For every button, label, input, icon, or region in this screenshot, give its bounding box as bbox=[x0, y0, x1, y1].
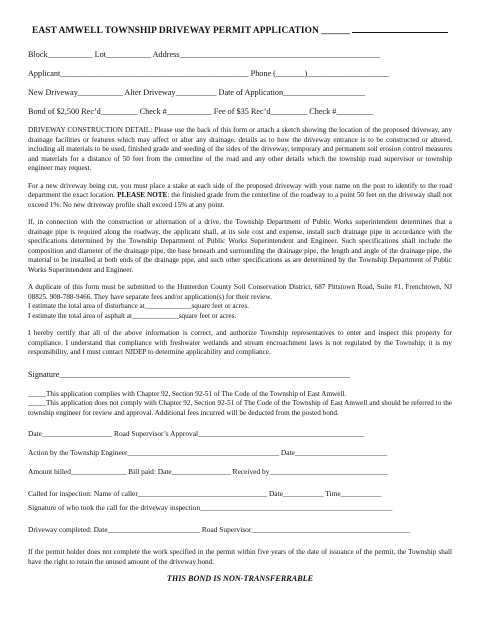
bond-fee-line: Bond of $2,500 Rec’d_________ Check #___________ Fee of $35 Rec’d_________ Check #_________ bbox=[28, 107, 374, 116]
certify-paragraph: I hereby certify that all of the above information is correct, and authorize Township representatives to enter and inspect this property for compliance. I understand that compliance with freshwater wetlands and stream encroachment laws is not regulated by the Township; it is my responsibility, and I must contact NJDEP to determine applicability and compliance. bbox=[28, 329, 452, 356]
disturbance-estimate: I estimate the total area of disturbance at_____________square feet or acres. bbox=[28, 302, 249, 310]
inspection-call-signature-line: Signature of who took the call for the driveway inspection____________________________________________________ bbox=[28, 503, 393, 512]
block-lot-address-line: Block___________ Lot___________ Address_________________________________________________ bbox=[28, 50, 381, 59]
applicant-phone-line: Applicant______________________________________________ Phone (_______)____________________ bbox=[28, 69, 390, 78]
stake-text-before: For a new driveway being cut, you must place a stake at each side of the proposed driveway with your name on the post to identify to the road department the exact location. bbox=[28, 181, 452, 199]
duplicate-paragraph: A duplicate of this form must be submitted to the Hunterdon County Soil Conservation District, 687 Pittstown Road, Suite #1, Frenchtown, NJ 08825. 908-788-9466. They have separate fees and/or application(s) for their review. bbox=[28, 283, 452, 301]
title-blank-line bbox=[352, 24, 448, 33]
stake-paragraph bbox=[28, 182, 452, 211]
township-engineer-line: Action by the Township Engineer_________________________________________ Date_________________________ bbox=[28, 448, 388, 457]
signature-line: Signature_______________________________________________________________________ bbox=[28, 369, 351, 379]
construction-detail-paragraph: DRIVEWAY CONSTRUCTION DETAIL: Please use the back of this form or attach a sketch showing the location of the proposed driveway, any drainage facilities or features which may affect or alter any drainage, details as to how the driveway entrance is to be constructed or altered, including all materials to be used, finished grade and seeding of the sides of the driveway, temporary and permanent soil erosion control measures and materials for a distance of 50 feet from the centerline of the road and any other details which the township road supervisor or township engineer may request. bbox=[28, 126, 452, 172]
drainage-paragraph: If, in connection with the construction or alternation of a drive, the Township Department of Public Works superintendent determines that a drainage pipe is required along the roadway, the applicant shall, at its sole cost and expense, install such drainage pipe in accordance with the specifications determined by the Township Department of Public Works Superintendent and Engineer. Such specifications shall include the composition and diameter of the drainage pipe, the base beneath and surrounding the drainage pipe, the length and angle of the drainage pipe, the material to be installed at both ends of the drainage pipe, and such other specifications as are determined by the Township Department of Public Works Superintendent and Engineer. bbox=[28, 218, 452, 274]
complies-statement: _____This application complies with Chapter 92, Section 92-51 of The Code of the Township of East Amwell. bbox=[28, 389, 347, 398]
please-note-label: PLEASE NOTE bbox=[117, 191, 168, 199]
form-title bbox=[28, 24, 452, 36]
driveway-completed-line: Driveway completed: Date_________________________ Road Supervisor___________________________________________ bbox=[28, 525, 411, 534]
stake-text-after: : the finished grade from the centerline of the roadway to a point 50 feet on the driveway shall not exceed 1%. No new driveway profile shall exceed 15% at any point. bbox=[28, 191, 452, 209]
date-supervisor-approval-line: Date___________________ Road Supervisor’s Approval_____________________________________________ bbox=[28, 429, 365, 438]
closing-paragraph: If the permit holder does not complete the work specified in the permit within five years of the date of issuance of the permit, the Township shall have the right to retain the unused amount of the driveway bond. bbox=[28, 548, 452, 566]
amount-billed-line: Amount billed_______________ Bill paid: Date________________ Received by________________________________ bbox=[28, 467, 388, 476]
driveway-application-line: New Driveway___________ Alter Driveway__________ Date of Application____________________ bbox=[28, 88, 365, 97]
permit-form bbox=[28, 24, 452, 583]
compliance-block bbox=[28, 390, 452, 419]
asphalt-estimate: I estimate the total area of asphalt at_____________square feet or acres. bbox=[28, 311, 237, 320]
non-transferrable-footer: THIS BOND IS NON-TRANSFERRABLE bbox=[166, 574, 314, 584]
not-complies-statement: _____This application does not comply with Chapter 92, Section 92-51 of The Code of the Township of East Amwell and should be referred to the township engineer for review and approval. Additional fees incurred will be deducted from the posted bond. bbox=[28, 399, 452, 417]
form-title-text: EAST AMWELL TOWNSHIP DRIVEWAY PERMIT APPLICATION ______ bbox=[31, 26, 351, 36]
duplicate-block bbox=[28, 283, 452, 321]
called-for-inspection-line: Called for inspection: Name of caller___________________________________ Date___________ Time___________ bbox=[28, 489, 382, 498]
